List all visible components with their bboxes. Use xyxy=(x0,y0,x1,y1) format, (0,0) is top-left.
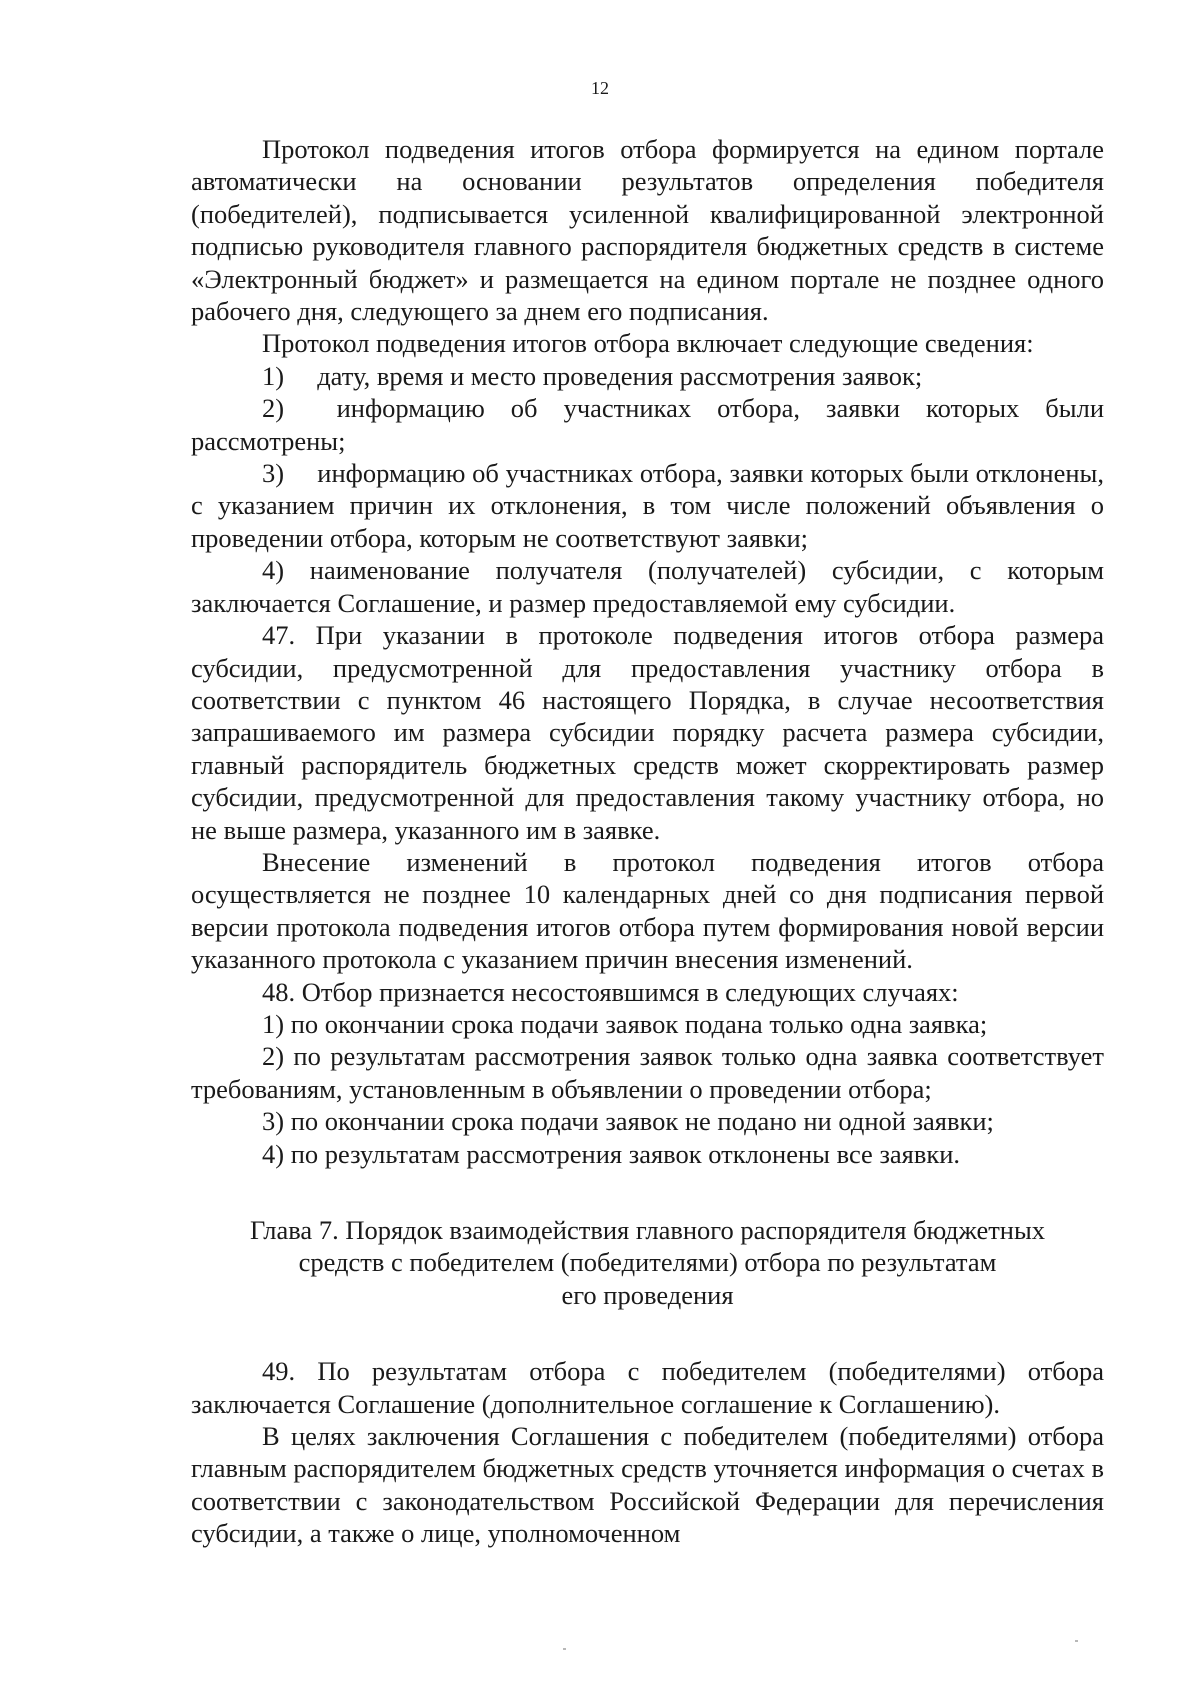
chapter-heading-line-2: средств с победителем (победителями) отбора по результатам xyxy=(298,1247,997,1278)
paragraph-49: 49. По результатам отбора с победителем (победителями) отбора заключается Соглашение (дополнительное соглашение к Соглашению). xyxy=(191,1356,1104,1419)
list-item-48-4: 4) по результатам рассмотрения заявок отклонены все заявки. xyxy=(262,1138,961,1169)
paragraph-47: 47. При указании в протоколе подведения итогов отбора размера субсидии, предусмотренной для предоставления участнику отбора в соответствии с пунктом 46 настоящего Порядка, в случае несоответствия запрашиваемого им размера субсидии порядку расчета размера субсидии, главный распорядитель бюджетных средств может скорректировать размер субсидии, предусмотренной для предоставления такому участнику отбора, но не выше размера, указанного им в заявке. xyxy=(191,620,1104,845)
paragraph-agreement-conclusion: В целях заключения Соглашения с победителем (победителями) отбора главным распорядителем бюджетных средств уточняется информация о счетах в соответствии с законодательством Российской Федерации для перечисления субсидии, а также о лице, уполномоченном xyxy=(191,1421,1104,1549)
list-item-1: 1) дату, время и место проведения рассмотрения заявок; xyxy=(262,360,923,391)
chapter-heading-line-1: Глава 7. Порядок взаимодействия главного распорядителя бюджетных xyxy=(249,1215,1046,1245)
page-number: 12 xyxy=(591,78,609,98)
list-item-4: 4) наименование получателя (получателей) субсидии, с которым заключается Соглашение, и размер предоставляемой ему субсидии. xyxy=(191,555,1104,618)
paragraph-protocol-contents: Протокол подведения итогов отбора включает следующие сведения: xyxy=(262,328,1034,359)
scan-speck xyxy=(563,1648,566,1650)
list-item-48-3: 3) по окончании срока подачи заявок не подано ни одной заявки; xyxy=(262,1106,994,1137)
scan-speck xyxy=(1075,1640,1078,1642)
paragraph-protocol-changes: Внесение изменений в протокол подведения итогов отбора осуществляется не позднее 10 календарных дней со дня подписания первой версии протокола подведения итогов отбора путем формирования новой версии указанного протокола с указанием причин внесения изменений. xyxy=(191,846,1104,975)
document-body xyxy=(191,133,1104,1550)
list-item-48-1: 1) по окончании срока подачи заявок подана только одна заявка; xyxy=(262,1008,988,1039)
chapter-heading xyxy=(191,1214,1104,1311)
list-item-2: 2) информацию об участниках отбора, заявки которых были рассмотрены; xyxy=(191,393,1104,456)
list-item-3: 3) информацию об участниках отбора, заявки которых были отклонены, с указанием причин их отклонения, в том числе положений объявления о проведении отбора, которым не соответствуют заявки; xyxy=(191,458,1104,553)
paragraph-protocol-formation: Протокол подведения итогов отбора формируется на едином портале автоматически на основании результатов определения победителя (победителей), подписывается усиленной квалифицированной электронной подписью руководителя главного распорядителя бюджетных средств в системе «Электронный бюджет» и размещается на едином портале не позднее одного рабочего дня, следующего за днем его подписания. xyxy=(191,134,1104,327)
list-item-48-2: 2) по результатам рассмотрения заявок только одна заявка соответствует требованиям, установленным в объявлении о проведении отбора; xyxy=(191,1041,1104,1104)
paragraph-48: 48. Отбор признается несостоявшимся в следующих случаях: xyxy=(262,976,959,1007)
chapter-heading-line-3: его проведения xyxy=(561,1279,734,1310)
